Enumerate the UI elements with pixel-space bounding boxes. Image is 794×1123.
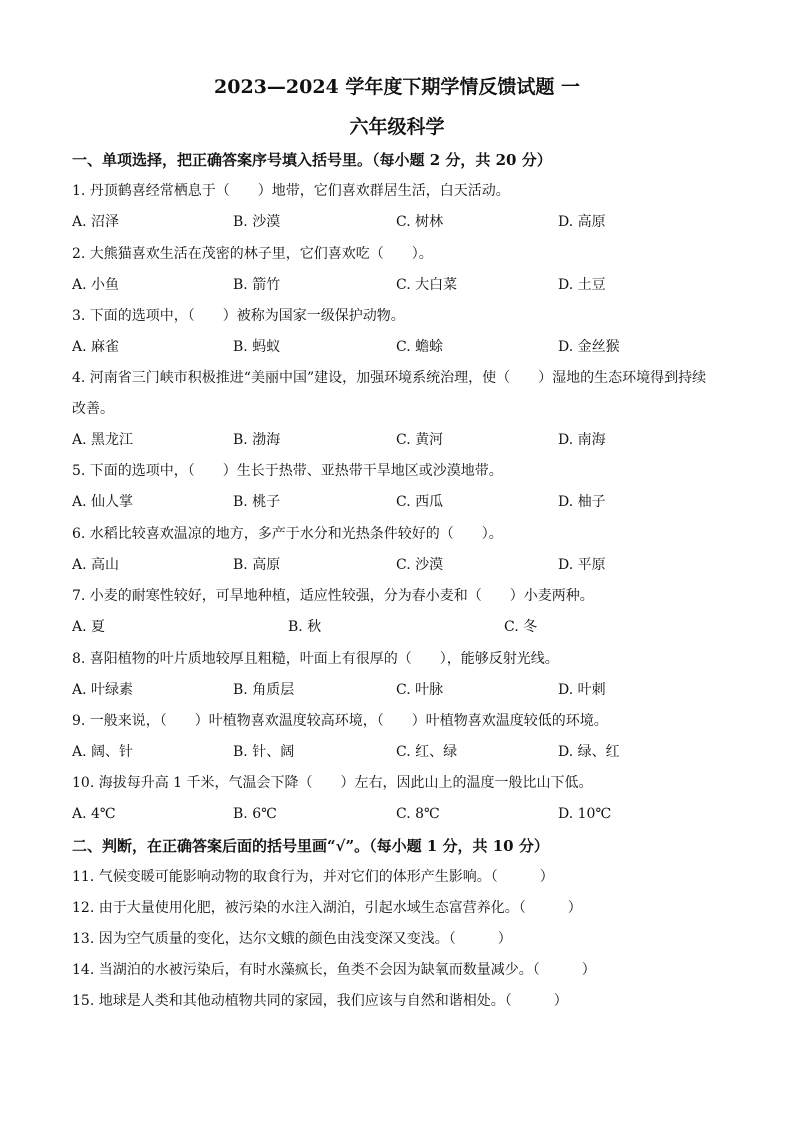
option: C. 8℃ (396, 806, 440, 822)
option: C. 树林 (396, 214, 444, 230)
option: D. 金丝猴 (558, 339, 620, 355)
question-options (72, 680, 732, 700)
option: B. 针、阔 (233, 744, 295, 760)
option: A. 4℃ (72, 806, 116, 822)
question-options (72, 804, 732, 824)
question-stem: 8. 喜阳植物的叶片质地较厚且粗糙，叶面上有很厚的（ ），能够反射光线。 (72, 651, 559, 667)
option: B. 桃子 (233, 494, 281, 510)
question-options (72, 212, 732, 232)
question-stem: 2. 大熊猫喜欢生活在茂密的林子里，它们喜欢吃（ ）。 (72, 246, 433, 262)
page-title: 2023—2024 学年度下期学情反馈试题 一 (214, 76, 580, 98)
option: A. 仙人掌 (72, 494, 134, 510)
option: B. 高原 (233, 557, 281, 573)
question-stem: 5. 下面的选项中，（ ）生长于热带、亚热带干旱地区或沙漠地带。 (72, 463, 503, 479)
question-stem: 1. 丹顶鹤喜经常栖息于（ ）地带，它们喜欢群居生活，白天活动。 (72, 183, 510, 199)
question-stem: 10. 海拔每升高 1 千米，气温会下降（ ）左右，因此山上的温度一般比山下低。 (72, 775, 593, 791)
option: C. 蟾蜍 (396, 339, 444, 355)
question-options (72, 617, 732, 637)
question-options (72, 742, 732, 762)
question-options (72, 492, 732, 512)
option: C. 大白菜 (396, 277, 458, 293)
page-subtitle: 六年级科学 (349, 116, 445, 138)
judgment-item: 15. 地球是人类和其他动植物共同的家园，我们应该与自然和谐相处。（ ） (72, 993, 568, 1009)
question-stem: 4. 河南省三门峡市积极推进“美丽中国”建设，加强环境系统治理，使（ ）湿地的生态环境得到持续 (72, 370, 707, 386)
option: A. 沼泽 (72, 214, 120, 230)
option: A. 夏 (72, 619, 106, 635)
judgment-item: 12. 由于大量使用化肥，被污染的水注入湖泊，引起水域生态富营养化。（ ） (72, 900, 582, 916)
option: A. 阔、针 (72, 744, 134, 760)
option: B. 蚂蚁 (233, 339, 281, 355)
question-stem: 3. 下面的选项中，（ ）被称为国家一级保护动物。 (72, 308, 405, 324)
option: C. 沙漠 (396, 557, 444, 573)
judgment-item: 14. 当湖泊的水被污染后，有时水藻疯长，鱼类不会因为缺氧而数量减少。（ ） (72, 962, 596, 978)
option: D. 柚子 (558, 494, 606, 510)
option: A. 高山 (72, 557, 120, 573)
option: D. 南海 (558, 432, 606, 448)
question-options (72, 337, 732, 357)
option: B. 渤海 (233, 432, 281, 448)
option: C. 黄河 (396, 432, 444, 448)
question-stem: 6. 水稻比较喜欢温凉的地方，多产于水分和光热条件较好的（ ）。 (72, 526, 503, 542)
option: B. 沙漠 (233, 214, 281, 230)
section1-heading: 一、单项选择，把正确答案序号填入括号里。（每小题 2 分，共 20 分） (72, 151, 552, 169)
question-stem: 7. 小麦的耐寒性较好，可旱地种植，适应性较强，分为春小麦和（ ）小麦两种。 (72, 588, 594, 604)
judgment-item: 11. 气候变暖可能影响动物的取食行为，并对它们的体形产生影响。（ ） (72, 869, 554, 885)
option: C. 西瓜 (396, 494, 444, 510)
option: D. 高原 (558, 214, 606, 230)
option: C. 红、绿 (396, 744, 458, 760)
option: A. 叶绿素 (72, 682, 134, 698)
option: C. 冬 (504, 619, 538, 635)
option: D. 10℃ (558, 806, 612, 822)
option: B. 6℃ (233, 806, 277, 822)
question-options (72, 555, 732, 575)
question-stem: 9. 一般来说，（ ）叶植物喜欢温度较高环境，（ ）叶植物喜欢温度较低的环境。 (72, 713, 608, 729)
section2-heading: 二、判断，在正确答案后面的括号里画“√”。（每小题 1 分，共 10 分） (72, 837, 549, 855)
option: B. 箭竹 (233, 277, 281, 293)
judgment-item: 13. 因为空气质量的变化，达尔文蛾的颜色由浅变深又变浅。（ ） (72, 931, 512, 947)
question-options (72, 430, 732, 450)
option: A. 小鱼 (72, 277, 120, 293)
option: D. 绿、红 (558, 744, 620, 760)
option: B. 角质层 (233, 682, 295, 698)
option: C. 叶脉 (396, 682, 444, 698)
option: D. 叶刺 (558, 682, 606, 698)
question-stem-continued: 改善。 (72, 401, 114, 417)
option: A. 黑龙江 (72, 432, 134, 448)
option: D. 土豆 (558, 277, 606, 293)
question-options (72, 275, 732, 295)
option: B. 秋 (288, 619, 322, 635)
option: A. 麻雀 (72, 339, 120, 355)
option: D. 平原 (558, 557, 606, 573)
